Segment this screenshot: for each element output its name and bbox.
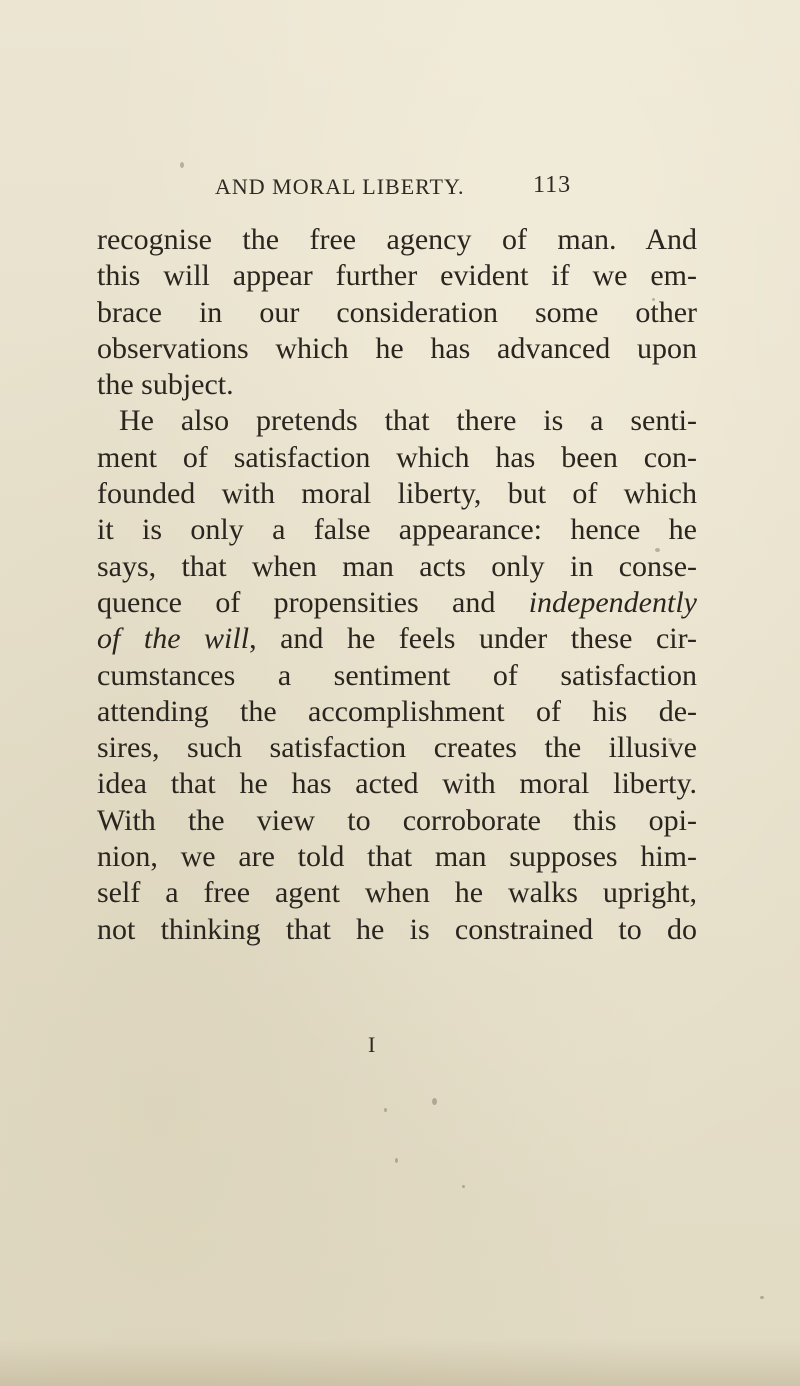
paper-speck [655,548,660,552]
text-line: observations which he has advanced upon [97,331,697,365]
text-line: the subject. [97,368,234,402]
text-line: it is only a false appearance: hence he [97,513,697,547]
paper-speck [652,298,655,301]
text-line: nion, we are told that man supposes him- [97,840,697,874]
signature-mark: I [368,1032,376,1057]
text-line: recognise the free agency of man. And [97,223,697,256]
text-line: not thinking that he is constrained to do [97,912,697,946]
italic-segment: of the will [97,622,250,656]
text-line: ment of satisfaction which has been con- [97,440,697,474]
text-line: With the view to corroborate this opi- [97,803,697,837]
running-head [215,170,575,210]
page-number: 113 [533,172,572,198]
paper-speck [180,162,184,168]
running-head-title: AND MORAL LIBERTY. [215,174,465,199]
page-edge-shadow [0,1338,800,1386]
paper-speck [462,1185,465,1188]
text-line-italic-mixed [97,585,697,621]
text-line: attending the accomplishment of his de- [97,694,697,728]
text-segment: quence of propensities and [97,585,529,619]
paper-speck [668,738,672,742]
paper-speck [395,1158,398,1163]
paper-speck [432,1098,437,1105]
paper-speck [384,1108,387,1112]
text-segment: , and he feels under these cir- [249,622,697,656]
paper-speck [760,1296,764,1299]
body-text [97,222,697,948]
text-line: He also pretends that there is a senti- [119,404,697,438]
text-line: founded with moral liberty, but of which [97,477,697,511]
text-line: sires, such satisfaction creates the illusive [97,731,697,765]
text-line: says, that when man acts only in conse- [97,549,697,583]
text-line: idea that he has acted with moral liberty. [97,767,697,801]
text-line: this will appear further evident if we em- [97,259,697,293]
text-line: brace in our consideration some other [97,295,697,329]
text-line: cumstances a sentiment of satisfaction [97,658,697,692]
text-line: self a free agent when he walks upright, [97,876,697,910]
text-line-italic-mixed [97,621,697,657]
italic-segment: independently [528,585,697,619]
